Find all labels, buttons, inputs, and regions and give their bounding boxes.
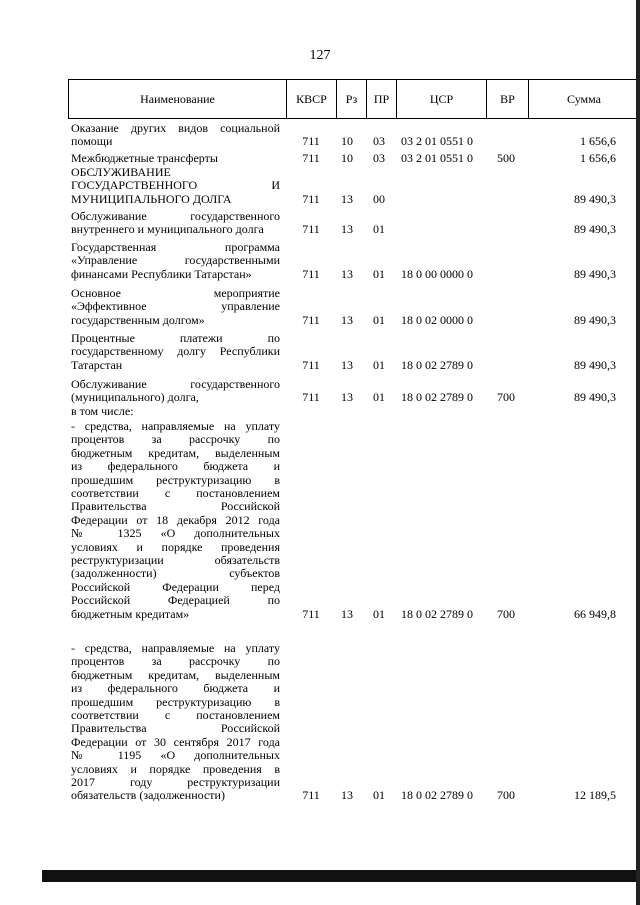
row-name-line: процентов за рассрочку по xyxy=(71,654,280,669)
row-name-line: соответствии с постановлением xyxy=(71,486,280,501)
row-name-line: из федерального бюджета и xyxy=(71,681,280,696)
row-pr: 01 xyxy=(373,788,385,803)
row-name-line: реструктуризации обязательств xyxy=(71,553,280,568)
row-pr: 01 xyxy=(373,222,385,237)
row-name-line: (муниципального) долга, xyxy=(71,390,199,405)
row-csr: 18 0 02 2789 0 xyxy=(401,357,473,372)
row-name-line: Процентные платежи по xyxy=(71,331,280,345)
row-name-line: процентов за рассрочку по xyxy=(71,432,280,447)
header-pr: ПР xyxy=(367,80,397,118)
header-name: Наименование xyxy=(69,80,287,118)
row-rz: 10 xyxy=(341,151,353,165)
row-name-line: условиях и порядке проведения в xyxy=(71,761,280,776)
row-pr: 01 xyxy=(373,266,385,281)
header-sum: Сумма xyxy=(567,91,601,106)
row-name-line: условиях и порядке проведения xyxy=(71,539,280,554)
row-rz: 13 xyxy=(341,606,353,621)
row-sum: 89 490,3 xyxy=(574,390,616,405)
row-name-line: Обслуживание государственного xyxy=(71,209,280,223)
row-name-line: Федерации от 30 сентября 2017 года xyxy=(71,734,280,749)
row-name-line: обязательств (задолженности) xyxy=(71,788,225,803)
row-name-line: - средства, направляемые на уплату xyxy=(71,641,280,655)
row-name-line: прошедшим реструктуризацию в xyxy=(71,472,280,487)
row-pr: 01 xyxy=(373,606,385,621)
row-csr: 03 2 01 0551 0 xyxy=(401,151,473,165)
row-name xyxy=(71,287,280,327)
row-csr: 18 0 00 0000 0 xyxy=(401,266,473,281)
scan-border-bottom xyxy=(42,870,640,882)
row-rz: 10 xyxy=(341,134,353,149)
row-kvsr: 711 xyxy=(302,191,320,206)
row-name-line: ГОСУДАРСТВЕННОГО И xyxy=(71,178,280,193)
row-name-line: МУНИЦИПАЛЬНОГО ДОЛГА xyxy=(71,191,232,206)
row-rz: 13 xyxy=(341,191,353,206)
row-name-line: Татарстан xyxy=(71,357,123,372)
row-sum: 1 656,6 xyxy=(580,151,616,165)
row-kvsr: 711 xyxy=(302,390,320,405)
row-name-line: «Эффективное управление xyxy=(71,299,280,314)
row-name-line: Основное мероприятие xyxy=(71,286,280,300)
row-sum: 89 490,3 xyxy=(574,357,616,372)
row-pr: 01 xyxy=(373,312,385,327)
row-kvsr: 711 xyxy=(302,788,320,803)
row-name-line: Российской Федерацией по xyxy=(71,593,280,608)
row-name-line: государственному долгу Республики xyxy=(71,344,280,359)
row-name-line: помощи xyxy=(71,134,113,149)
row-csr: 18 0 02 2789 0 xyxy=(401,606,473,621)
row-name-line: внутреннего и муниципального долга xyxy=(71,222,264,237)
row-sum: 89 490,3 xyxy=(574,222,616,237)
row-name-line: № 1195 «О дополнительных xyxy=(71,748,280,763)
row-name-line: № 1325 «О дополнительных xyxy=(71,526,280,541)
row-vr: 700 xyxy=(497,788,515,803)
header-vr: ВР xyxy=(487,80,529,118)
row-name-line: финансами Республики Татарстан» xyxy=(71,266,252,281)
row-name xyxy=(71,378,280,405)
row-name-line: в том числе: xyxy=(71,404,134,418)
row-name-line: Российской Федерации перед xyxy=(71,579,280,594)
header-kvsr: КВСР xyxy=(287,80,337,118)
row-name xyxy=(71,642,280,803)
row-csr: 18 0 02 0000 0 xyxy=(401,312,473,327)
table-header xyxy=(68,79,638,119)
row-name xyxy=(71,210,280,237)
row-pr: 01 xyxy=(373,390,385,405)
row-name-line: Правительства Российской xyxy=(71,499,280,514)
row-name-line: Межбюджетные трансферты xyxy=(71,151,218,165)
row-name xyxy=(71,152,280,165)
row-name xyxy=(71,332,280,372)
row-kvsr: 711 xyxy=(302,312,320,327)
row-vr: 500 xyxy=(497,151,515,165)
row-sum: 12 189,5 xyxy=(574,788,616,803)
scan-border-right xyxy=(636,0,640,905)
row-name xyxy=(71,420,280,621)
row-name-line: 2017 году реструктуризации xyxy=(71,775,280,790)
row-name-line: Обслуживание государственного xyxy=(71,377,280,391)
row-pr: 00 xyxy=(373,191,385,206)
row-rz: 13 xyxy=(341,266,353,281)
row-name xyxy=(71,405,280,418)
row-sum: 89 490,3 xyxy=(574,312,616,327)
row-vr: 700 xyxy=(497,390,515,405)
row-kvsr: 711 xyxy=(302,357,320,372)
row-pr: 03 xyxy=(373,134,385,149)
row-rz: 13 xyxy=(341,390,353,405)
row-rz: 13 xyxy=(341,788,353,803)
row-kvsr: 711 xyxy=(302,151,320,165)
row-name xyxy=(71,122,280,149)
row-name-line: «Управление государственными xyxy=(71,253,280,268)
row-pr: 01 xyxy=(373,357,385,372)
row-name-line: бюджетным кредитам» xyxy=(71,606,190,621)
row-name-line: Федерации от 18 декабря 2012 года xyxy=(71,512,280,527)
row-name-line: (задолженности) субъектов xyxy=(71,566,280,581)
header-csr: ЦСР xyxy=(397,80,487,118)
row-name-line: из федерального бюджета и xyxy=(71,459,280,474)
row-rz: 13 xyxy=(341,357,353,372)
row-csr: 18 0 02 2789 0 xyxy=(401,390,473,405)
row-sum: 1 656,6 xyxy=(580,134,616,149)
row-sum: 89 490,3 xyxy=(574,191,616,206)
row-csr: 03 2 01 0551 0 xyxy=(401,134,473,149)
row-name-line: бюджетным кредитам, выделенным xyxy=(71,445,280,460)
row-name-line: ОБСЛУЖИВАНИЕ xyxy=(71,165,171,179)
row-csr: 18 0 02 2789 0 xyxy=(401,788,473,803)
row-rz: 13 xyxy=(341,222,353,237)
row-name-line: - средства, направляемые на уплату xyxy=(71,419,280,433)
row-sum: 66 949,8 xyxy=(574,606,616,621)
row-name xyxy=(71,166,280,206)
row-name-line: прошедшим реструктуризацию в xyxy=(71,694,280,709)
row-name xyxy=(71,241,280,281)
row-name-line: Оказание других видов социальной xyxy=(71,121,280,135)
row-kvsr: 711 xyxy=(302,134,320,149)
row-vr: 700 xyxy=(497,606,515,621)
page-number: 127 xyxy=(309,48,331,63)
row-name-line: соответствии с постановлением xyxy=(71,708,280,723)
row-name-line: бюджетным кредитам, выделенным xyxy=(71,667,280,682)
header-rz: Рз xyxy=(337,80,367,118)
row-kvsr: 711 xyxy=(302,606,320,621)
row-kvsr: 711 xyxy=(302,266,320,281)
row-name-line: Правительства Российской xyxy=(71,721,280,736)
row-name-line: государственным долгом» xyxy=(71,312,205,327)
row-pr: 03 xyxy=(373,151,385,165)
row-kvsr: 711 xyxy=(302,222,320,237)
row-name-line: Государственная программа xyxy=(71,240,280,254)
row-rz: 13 xyxy=(341,312,353,327)
row-sum: 89 490,3 xyxy=(574,266,616,281)
